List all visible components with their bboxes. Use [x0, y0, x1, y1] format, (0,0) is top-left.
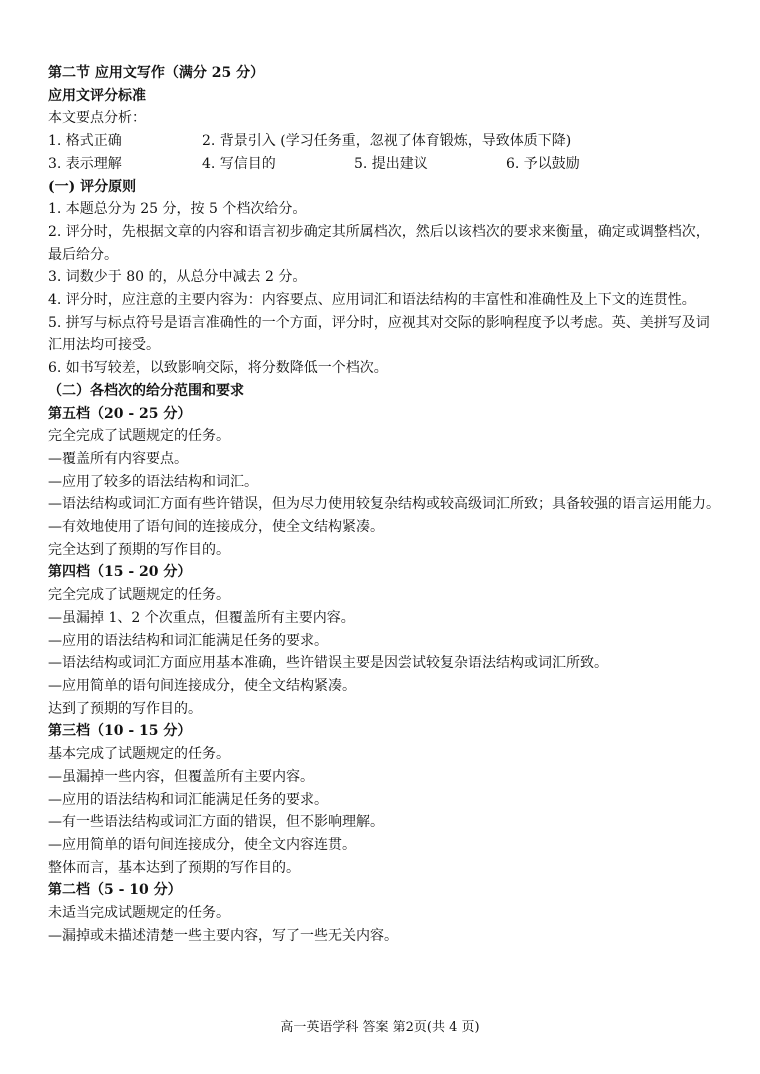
level-line: —虽漏掉 1、2 个次重点，但覆盖所有主要内容。 [48, 609, 355, 626]
point-item: 2. 背景引入 (学习任务重，忽视了体育锻炼，导致体质下降) [202, 133, 572, 150]
principle-item: 3. 词数少于 80 的，从总分中减去 2 分。 [48, 269, 307, 286]
level-line: 完全完成了试题规定的任务。 [48, 428, 230, 445]
level-line: —有一些语法结构或词汇方面的错误，但不影响理解。 [48, 814, 384, 831]
point-item: 3. 表示理解 [48, 155, 122, 172]
level-line: —有效地使用了语句间的连接成分，使全文结构紧凑。 [48, 519, 384, 536]
level-line: 基本完成了试题规定的任务。 [48, 746, 230, 763]
levels-title: （二）各档次的给分范围和要求 [48, 382, 244, 399]
point-item: 6. 予以鼓励 [506, 155, 580, 172]
level-line: —覆盖所有内容要点。 [48, 450, 188, 467]
level-5-title: 第五档（20 - 25 分） [48, 405, 192, 422]
level-line: —漏掉或未描述清楚一些主要内容，写了一些无关内容。 [48, 927, 398, 944]
level-line: —应用的语法结构和词汇能满足任务的要求。 [48, 791, 328, 808]
points-row-1 [48, 130, 720, 153]
level-line: 达到了预期的写作目的。 [48, 700, 202, 717]
points-row-2 [48, 153, 720, 176]
point-item: 5. 提出建议 [354, 155, 428, 172]
principle-item: 5. 拼写与标点符号是语言准确性的一个方面，评分时，应视其对交际的影响程度予以考虑。英、美拼写及词汇用法均可接受。 [48, 314, 710, 354]
principle-item: 6. 如书写较差，以致影响交际，将分数降低一个档次。 [48, 360, 388, 377]
principles-title: (一) 评分原则 [48, 178, 137, 195]
principle-item: 2. 评分时，先根据文章的内容和语言初步确定其所属档次，然后以该档次的要求来衡量，确定或调整档次，最后给分。 [48, 223, 710, 263]
points-intro: 本文要点分析： [48, 110, 146, 127]
level-line: —应用了较多的语法结构和词汇。 [48, 473, 258, 490]
level-line: 完全达到了预期的写作目的。 [48, 541, 230, 558]
document-body [48, 62, 720, 947]
level-line: —应用的语法结构和词汇能满足任务的要求。 [48, 632, 328, 649]
principle-item: 1. 本题总分为 25 分，按 5 个档次给分。 [48, 201, 307, 218]
level-line: —应用简单的语句间连接成分，使全文内容连贯。 [48, 836, 356, 853]
principle-item: 4. 评分时，应注意的主要内容为：内容要点、应用词汇和语法结构的丰富性和准确性及上下文的连贯性。 [48, 292, 696, 309]
level-line: 完全完成了试题规定的任务。 [48, 587, 230, 604]
level-line: 整体而言，基本达到了预期的写作目的。 [48, 859, 300, 876]
level-line: 未适当完成试题规定的任务。 [48, 905, 230, 922]
criteria-title: 应用文评分标准 [48, 87, 146, 104]
page-footer: 高一英语学科 答案 第2页(共 4 页) [280, 1020, 480, 1035]
section-title: 第二节 应用文写作（满分 25 分） [48, 65, 265, 81]
level-line: —语法结构或词汇方面应用基本准确，些许错误主要是因尝试较复杂语法结构或词汇所致。 [48, 655, 608, 672]
level-line: —应用简单的语句间连接成分，使全文结构紧凑。 [48, 677, 356, 694]
level-2-title: 第二档（5 - 10 分） [48, 882, 182, 899]
point-item: 4. 写信目的 [202, 155, 276, 172]
level-line: —语法结构或词汇方面有些许错误，但为尽力使用较复杂结构或较高级词汇所致；具备较强的语言运用能力。 [48, 496, 720, 513]
point-item: 1. 格式正确 [48, 133, 122, 150]
level-3-title: 第三档（10 - 15 分） [48, 723, 192, 740]
level-line: —虽漏掉一些内容，但覆盖所有主要内容。 [48, 768, 314, 785]
level-4-title: 第四档（15 - 20 分） [48, 564, 192, 581]
